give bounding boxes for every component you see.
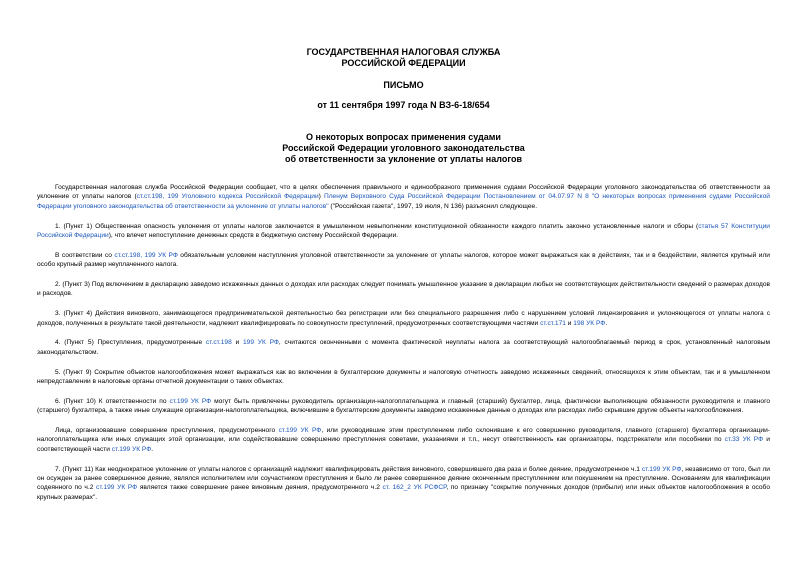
authority-line-1: ГОСУДАРСТВЕННАЯ НАЛОГОВАЯ СЛУЖБА [306, 47, 501, 57]
text: и [231, 339, 243, 347]
paragraph-4 [37, 338, 770, 357]
link-uk-199[interactable]: 199 УК РФ [243, 339, 279, 347]
text: и [565, 319, 574, 327]
text: Лица, организовавшие совершение преступления, предусмотренного [55, 427, 279, 435]
text: 4. (Пункт 5) Преступления, предусмотренные [55, 339, 206, 347]
text: 7. (Пункт 11) Как неоднократное уклонение от уплаты налогов с организаций надлежит квалифицировать действия виновного, совершившего два раза и более деяние, предусмотренное ч.1 [55, 465, 642, 473]
text: . [151, 445, 154, 453]
link-uk-198[interactable]: ст.ст.198 [205, 339, 232, 347]
paragraph-1 [37, 222, 770, 241]
link-constitution-art57[interactable]: статья 57 Конституции Российской Федерации [37, 222, 770, 240]
link-uk-171[interactable]: ст.ст.171 [540, 319, 566, 327]
link-uk-199[interactable]: ст.199 УК РФ [278, 427, 322, 435]
text: 3. (Пункт 4) Действия виновного, занимающегося предпринимательской деятельностью без регистрации или без специального разрешения либо с нарушением условий лицензирования и уклоняющегося от уплаты налога с доходов, полученных в результате такой деятельности, надлежит квалифицировать по совокупности преступлений, предусмотренных соответствующими частями [37, 310, 770, 327]
text: , по признаку "сокрытие полученных доходов (прибыли) или иных объектов налогообложения в особо крупных размерах". [37, 484, 770, 501]
text: 1. (Пункт 1) Общественная опасность уклонения от уплаты налогов заключается в умышленном невыполнении конституционной обязанности каждого платить законно установленные налоги и сборы ( [55, 222, 699, 230]
text: обязательным условием наступления уголовной ответственности за уклонение от уплаты налогов, которое может выражаться как в действиях, так и в бездействии, является крупный или особо крупный размер неуплаченного налога. [37, 251, 770, 269]
text: ), что влечет непоступление денежных средств в бюджетную систему Российской Федерации. [108, 232, 399, 240]
paragraph-6 [37, 397, 770, 416]
text: В соответствии со [55, 251, 115, 259]
document-type: ПИСЬМО [383, 80, 424, 90]
link-uk-33[interactable]: ст.33 УК РФ [724, 436, 764, 444]
text: , считаются оконченными с момента фактической неуплаты налога за соответствующий налогооблагаемый период в срок, установленный налоговым законодательством. [37, 339, 770, 356]
title-line-1: О некоторых вопросах применения судами [306, 132, 501, 142]
text: Государственная налоговая служба Российской Федерации сообщает, что в целях обеспечения правильного и единообразного применения судами Российской Федерации уголовного законодательства об ответственности за уклонение от уплаты налогов ( [37, 184, 770, 201]
text: , или руководившие этим преступлением либо склонившие к его совершению руководителя, главного (старшего) бухгалтера организации-налогоплательщика или иных служащих этой организации, или содействовавшие совершению преступления советами, указаниями и т.п., несут ответственность как организаторы, подстрекатели или пособники по [37, 427, 770, 444]
issuing-authority [0, 47, 807, 69]
document-body [37, 183, 770, 513]
text: 5. (Пункт 9) Сокрытие объектов налогообложения может выражаться как во включении в бухгалтерские документы и налоговую отчетность заведомо искаженных сведений, относящихся к этим объектам, так и в умышленном непредставлении в налоговые органы отчетной документации о таких объектах. [37, 368, 770, 386]
text: и соответствующей части [37, 436, 770, 453]
title-line-3: об ответственности за уклонение от уплаты налогов [285, 154, 522, 164]
link-uk-198[interactable]: 198 УК РФ [573, 319, 606, 327]
link-uk-rsfsr-162-2[interactable]: ст. 162_2 УК РСФСР [382, 484, 447, 492]
paragraph-2 [37, 280, 770, 299]
intro-paragraph [37, 183, 770, 211]
text: могут быть привлечены руководитель организации-налогоплательщика и главный (старший) бухгалтер, лица, фактически выполняющие обязанности руководителя и главного (старшего) бухгалтера, а также иные служащие организации-налогоплательщика, включившие в бухгалтерские документы заведомо искаженные данные о доходах или расходах либо скрывшие другие объекты налогообложения. [37, 397, 770, 415]
title-line-2: Российской Федерации уголовного законодательства [282, 143, 525, 153]
paragraph-3 [37, 309, 770, 328]
paragraph-5 [37, 368, 770, 387]
link-uk-198-199[interactable]: ст.ст.198, 199 Уголовного кодекса Российской Федерации [136, 193, 319, 201]
text: ) [318, 193, 324, 201]
text: 2. (Пункт 3) Под включением в декларацию заведомо искаженных данных о доходах или расходах следует понимать умышленное указание в декларации любых не соответствующих действительности сведений о размерах доходов и расходов. [37, 281, 770, 298]
paragraph-6b [37, 426, 770, 454]
link-uk-199[interactable]: ст.199 УК РФ [111, 445, 152, 453]
text: 6. (Пункт 10) К ответственности по [55, 397, 170, 405]
document-date-number: от 11 сентября 1997 года N ВЗ-6-18/654 [317, 100, 490, 110]
paragraph-1b [37, 251, 770, 270]
link-uk-199[interactable]: ст.199 УК РФ [96, 484, 138, 492]
document-title [0, 132, 807, 165]
text: . [605, 319, 608, 327]
authority-line-2: РОССИЙСКОЙ ФЕДЕРАЦИИ [341, 58, 466, 68]
text: является также совершение ранее виновным деяния, предусмотренного ч.2 [137, 484, 383, 492]
paragraph-7 [37, 465, 770, 503]
text: ("Российская газета", 1997, 19 июля, N 136) разъяснил следующее. [328, 202, 538, 210]
link-uk-199[interactable]: ст.199 УК РФ [169, 397, 212, 405]
text: , независимо от того, был ли он осужден за ранее совершенное деяние, являлся исполнителем или соучастником преступления и было ли ранее совершенное деяние оконченным преступлением или покушением на преступление. Основаниям для квалификации содеянного по ч.2 [37, 465, 770, 492]
link-uk-198-199[interactable]: ст.ст.198, 199 УК РФ [114, 251, 178, 259]
link-plenum-resolution[interactable]: Пленум Верховного Суда Российской Федерации Постановлением от 04.07.97 N 8 "О некоторых вопросах применения судами Российской Федерации уголовного законодательства об ответственности за уклонение от уплаты налогов" [37, 193, 770, 210]
link-uk-199[interactable]: ст.199 УК РФ [641, 465, 682, 473]
